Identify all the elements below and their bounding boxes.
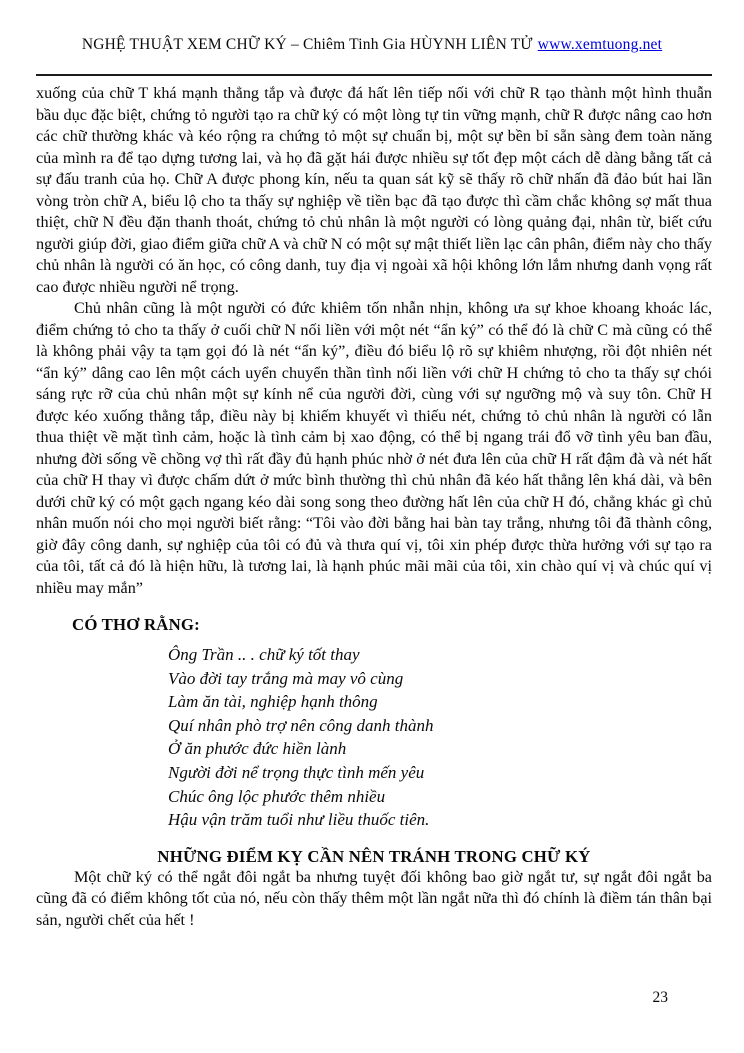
paragraph-2: Chủ nhân cũng là một người có đức khiêm tốn nhẫn nhịn, không ưa sự khoe khoang khoác lác, điểm chứng tỏ cho ta thấy ở cuối chữ N nối liền với một nét “ẩn ký” có thể đó là chữ C mà cũng có thể là không phải vậy ta tạm gọi đó là nét “ẩn ký”, điều đó biểu lộ rõ sự khiêm nhượng, rồi đột nhiên nét “ẩn ký” dâng cao lên một cách uyển chuyển thần tình nối liền với chữ H chứng tỏ cho ta thấy sự chói sáng rực rỡ của chủ nhân một sự kính nể của người đời, cùng với sự ngưỡng mộ và suy tôn. Chữ H được kéo xuống thẳng tắp, điều này bị khiếm khuyết vì thiếu nét, chứng tỏ chủ nhân là người có lẫn thua thiệt về mặt tình cảm, hoặc là tình cảm bị xao động, có thể bị ngang trái đổ vỡ tình yêu ban đầu, nhưng đời sống về chồng vợ thì rất đầy đủ hạnh phúc nhờ ở nét đưa lên của chữ H rất đậm đà và nét hất của chữ H thay vì được chấm dứt ở mức bình thường thì chủ nhân đã kéo hất thẳng lên khá dài, và bên dưới chữ ký có một gạch ngang kéo dài song song theo đường hất lên của chữ H đó, chẳng khác gì chủ nhân muốn nói cho mọi người biết rằng: “Tôi vào đời bằng hai bàn tay trắng, nhưng tôi đã thành công, giờ đây công danh, sự nghiệp của tôi có đủ và thưa quí vị, tôi xin phép được thừa hưởng với sự tạo ra của tôi, tất cả đó là hiện hữu, là tương lai, là hạnh phúc mãi mãi của tôi, xin chào quí vị và chúc quí vị nhiều may mắn” [36, 299, 712, 597]
paragraph-1: xuống của chữ T khá mạnh thẳng tắp và được đá hất lên tiếp nối với chữ R tạo thành một hình thuẫn bầu dục đặc biệt, chứng tỏ người tạo ra chữ ký có một lòng tự tin vững mạnh, chữ R được nâng cao hơn các chữ thường khác và kéo rộng ra chứng tỏ một sự chuẩn bị, một sự bền bỉ sẵn sàng đem toàn năng của mình ra để tạo dựng tương lai, và họ đã gặt hái được nhiều sự tốt đẹp một cách dễ dàng bằng tất cả sự đấu tranh của họ. Chữ A được phong kín, nếu ta quan sát kỹ sẽ thấy rõ chữ nhấn đã đảo bút hai lần vòng tròn chữ A, biểu lộ cho ta thấy sự nghiệp về tiền bạc đã tạo được thì cầm chắc không sợ mất thua thiệt, chữ N đều đặn thanh thoát, chứng tỏ chủ nhân là một người có lòng quảng đại, nhân từ, biết cứu người giúp đời, giao điểm giữa chữ A và chữ N có một sự mật thiết liền lạc cân phân, điểm này cho thấy chủ nhân là người có ăn học, có công danh, tuy địa vị ngoài xã hội không lớn lắm nhưng danh vọng rất cao được nhiều người nể trọng. [36, 84, 712, 296]
section-heading: NHỮNG ĐIỂM KỴ CẦN NÊN TRÁNH TRONG CHỮ KÝ [157, 846, 591, 866]
poem-line: Người đời nể trọng thực tình mến yêu [168, 762, 425, 782]
poem-line: Chúc ông lộc phước thêm nhiều [168, 786, 386, 806]
poem-line: Vào đời tay trắng mà may vô cùng [168, 668, 404, 688]
page-body [36, 83, 712, 931]
page-header [0, 36, 744, 54]
poem-line: Hậu vận trăm tuổi như liều thuốc tiên. [168, 810, 430, 830]
poem-line: Làm ăn tài, nghiệp hạnh thông [168, 692, 378, 712]
page-number: 23 [652, 989, 668, 1006]
header-link[interactable]: www.xemtuong.net [537, 36, 663, 53]
poem-line: Ở ăn phước đức hiền lành [168, 739, 347, 759]
poem [168, 643, 712, 832]
paragraph-3: Một chữ ký có thể ngắt đôi ngắt ba nhưng tuyệt đối không bao giờ ngắt tư, sự ngắt đôi ngắt ba cũng đã có điểm không tốt của nó, nếu còn thấy thêm một lần ngắt nữa thì đó chính là điềm tán thân bại sản, người chết của hết ! [36, 867, 712, 929]
header-title: NGHỆ THUẬT XEM CHỮ KÝ – Chiêm Tinh Gia HÙYNH LIÊN TỬ [81, 36, 533, 53]
poem-heading: CÓ THƠ RẰNG: [72, 615, 200, 634]
poem-line: Ông Trần .. . chữ ký tốt thay [168, 645, 360, 664]
header-divider [36, 74, 712, 76]
poem-line: Quí nhân phò trợ nên công danh thành [168, 715, 434, 735]
